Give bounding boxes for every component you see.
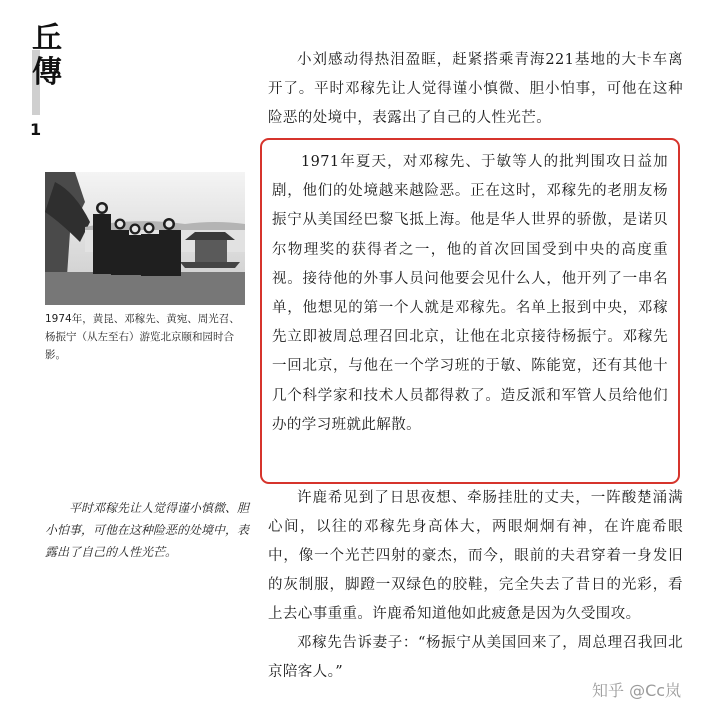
- pull-quote: 平时邓稼先让人觉得谨小慎微、胆小怕事，可他在这种险恶的处境中，表露出了自己的人性光芒。: [45, 501, 250, 559]
- paragraph-1: 小刘感动得热泪盈眶，赶紧搭乘青海221基地的大卡车离开了。平时邓稼先让人觉得谨小慎微、胆小怕事，可他在这种险恶的处境中，表露出了自己的人性光芒。: [268, 52, 683, 126]
- watermark: 知乎 @Cc岚: [592, 681, 682, 700]
- chapter-logo-icon: [30, 20, 70, 115]
- highlighted-paragraph: 1971年夏天，对邓稼先、于敏等人的批判围攻日益加剧，他们的处境越来越险恶。正在这时，邓稼先的老朋友杨振宁从美国经巴黎飞抵上海。他是华人世界的骄傲，是诺贝尔物理奖的获得者之一，他的首次回国受到中央的高度重视。接待他的外事人员问他要会见什么人，他开列了一串名单，他想见的第一个人就是邓稼先。名单上报到中央，邓稼先立即被周总理召回北京，让他在北京接待杨振宁。邓稼先一回北京，与他在一个学习班的于敏、陈能宽，还有其他十几个科学家和技术人员都得救了。造反派和军管人员给他们办的学习班就此解散。: [272, 154, 668, 433]
- highlighted-paragraph-box: [260, 138, 680, 484]
- photo-caption: 1974年，黄昆、邓稼先、黄宛、周光召、杨振宁（从左至右）游览北京颐和园时合影。: [45, 313, 240, 361]
- paragraph-4: 邓稼先告诉妻子：“杨振宁从美国回来了，周总理召我回北京陪客人。”: [268, 635, 683, 680]
- chapter-number: 1: [30, 120, 42, 139]
- group-photo: [45, 172, 245, 305]
- main-column-top: [268, 46, 683, 133]
- svg-text:丘: 丘: [32, 21, 62, 56]
- svg-text:傳: 傳: [32, 55, 62, 90]
- main-column-bottom: [268, 484, 683, 687]
- paragraph-3: 许鹿希见到了日思夜想、牵肠挂肚的丈夫，一阵酸楚涌满心间，以往的邓稼先身高体大，两眼炯炯有神，在许鹿希眼中，像一个光芒四射的豪杰，而今，眼前的夫君穿着一身发旧的灰制服，脚蹬一双绿色的胶鞋，完全失去了昔日的光彩，看上去心事重重。许鹿希知道他如此疲惫是因为久受围攻。: [268, 490, 683, 622]
